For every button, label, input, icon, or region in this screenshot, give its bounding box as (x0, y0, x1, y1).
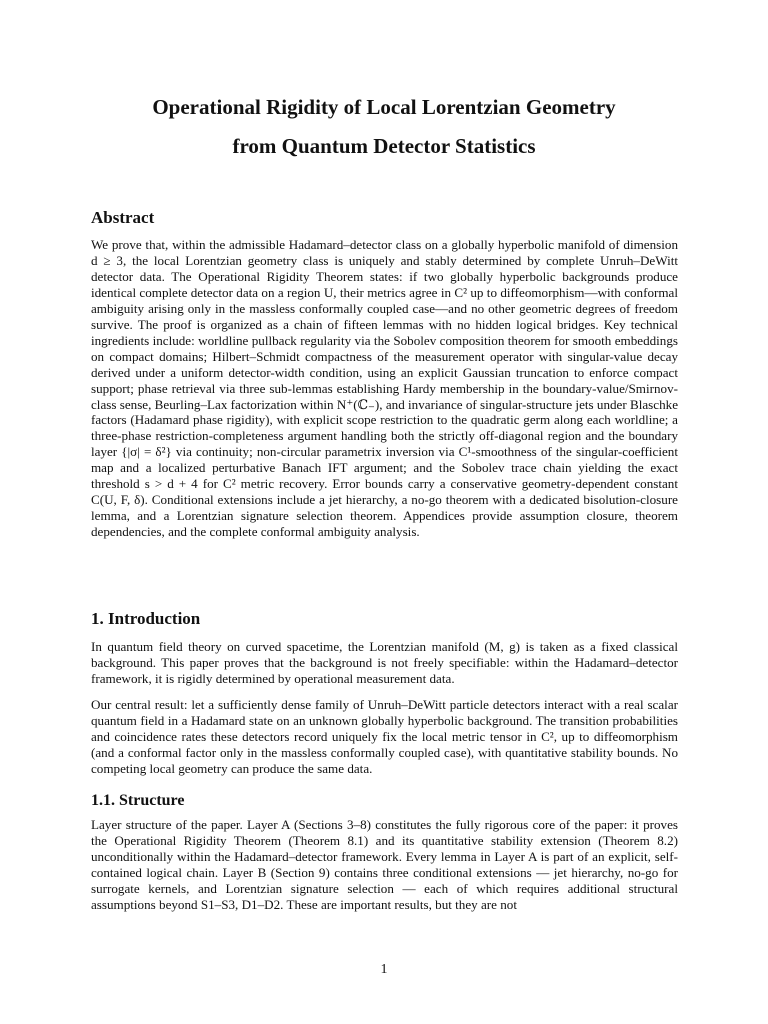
introduction-paragraph-2: Our central result: let a sufficiently dense family of Unruh–DeWitt particle detectors interact with a real scalar quantum field in a Hadamard state on an unknown globally hyperbolic background. The transition probabilities and coincidence rates these detectors record uniquely fix the local metric tensor in C², up to diffeomorphism (and a conformal factor only in the massless conformally coupled case), with quantitative stability bounds. No competing local geometry can produce the same data. (91, 697, 678, 776)
page-number: 1 (380, 962, 388, 977)
structure-paragraph: Layer structure of the paper. Layer A (Sections 3–8) constitutes the fully rigorous core of the paper: it proves the Operational Rigidity Theorem (Theorem 8.1) and its quantitative stability extension (Theorem 8.2) unconditionally within the Hadamard–detector framework. Every lemma in Layer A is part of an explicit, self-contained logical chain. Layer B (Section 9) contains three conditional extensions — jet hierarchy, no-go for surrogate kernels, and Lorentzian signature selection — each of which requires additional structural assumptions beyond S1–S3, D1–D2. These are important results, but they are not (91, 817, 678, 912)
introduction-paragraph-1: In quantum field theory on curved spacetime, the Lorentzian manifold (M, g) is taken as a fixed classical background. This paper proves that the background is not freely specifiable: within the Hadamard–detector framework, it is rigidly determined by operational measurement data. (91, 639, 678, 686)
abstract-heading: Abstract (91, 208, 155, 227)
introduction-heading: 1. Introduction (91, 609, 201, 628)
structure-heading: 1.1. Structure (91, 792, 185, 809)
abstract-text: We prove that, within the admissible Hadamard–detector class on a globally hyperbolic manifold of dimension d ≥ 3, the local Lorentzian geometry class is uniquely and stably determined by complete Unruh–DeWitt detector data. The Operational Rigidity Theorem states: if two globally hyperbolic backgrounds produce identical complete detector data on a region U, their metrics agree in C² up to diffeomorphism—with conformal ambiguity arising only in the massless conformally coupled case—and no other geometric degrees of freedom survive. The proof is organized as a chain of fifteen lemmas with no hidden logical bridges. Key technical ingredients include: worldline pullback regularity via the Sobolev composition theorem for smooth embeddings on compact domains; Hilbert–Schmidt compactness of the measurement operator with singular-value decay derived under a uniform detector-width condition, using an explicit Gaussian truncation to enforce compact support; phase retrieval via three sub-lemmas establishing Hardy membership in the boundary-value/Smirnov-class sense, Beurling–Lax factorization within N⁺(ℂ₋), and invariance of singular-structure jets under Blaschke factors (Hadamard phase rigidity), with explicit scope restriction to the quadratic germ along each worldline; a three-phase restriction-completeness argument handling both the strictly off-diagonal region and the boundary layer {|σ| = δ²} via continuity; non-circular parametrix inversion via C¹-smoothness of the singular-coefficient map and a localized perturbative Banach IFT argument; and the Sobolev trace chain yielding the exact threshold s > d + 4 for C² metric recovery. Error bounds carry a conservative geometry-dependent constant C(U, F, δ). Conditional extensions include a jet hierarchy, a no-go theorem with a dedicated bisolution-closure lemma, and a Lorentzian signature selection theorem. Appendices provide assumption closure, theorem dependencies, and the complete conformal ambiguity analysis. (91, 237, 678, 540)
paper-title-line-2: from Quantum Detector Statistics (232, 134, 536, 158)
paper-title-line-1: Operational Rigidity of Local Lorentzian Geometry (152, 95, 616, 119)
